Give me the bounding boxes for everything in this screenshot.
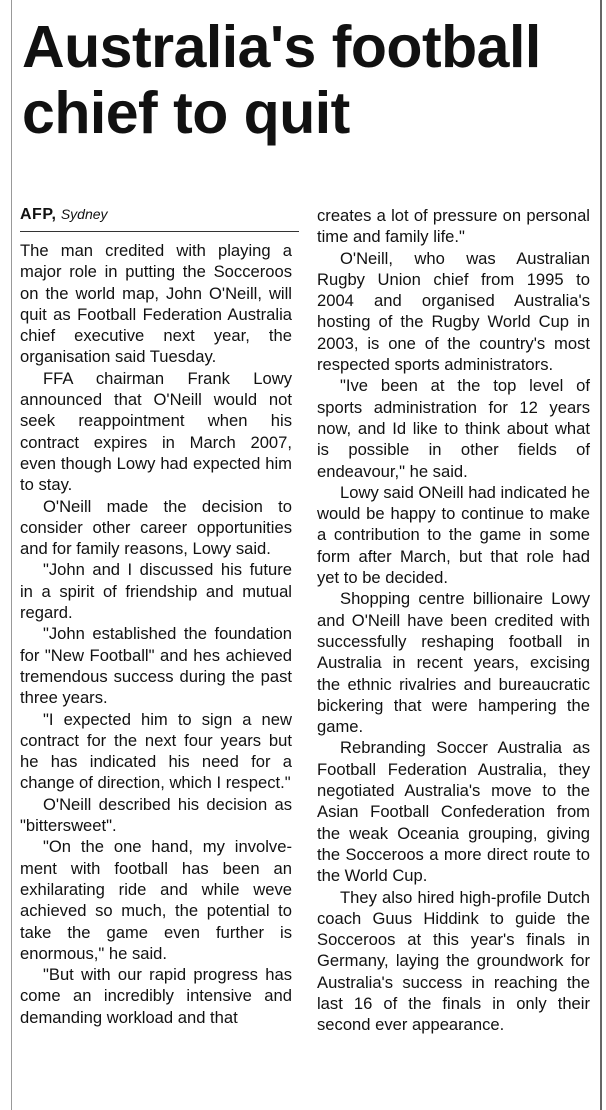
column-rule-right <box>600 0 602 1110</box>
paragraph: "I expected him to sign a new contract for the next four years but he has indicated his need for a change of direction, which I respect." <box>20 709 292 793</box>
byline-divider <box>20 231 299 232</box>
article-column-2 <box>317 205 590 1036</box>
byline-agency: AFP, <box>20 206 57 223</box>
headline-line-2: chief to quit <box>22 80 350 146</box>
paragraph: "On the one hand, my involvement with football has been an exhilarating ride and while weve achieved so much, the potential to take the game even further is enormous," he said. <box>20 837 292 963</box>
paragraph: They also hired high-profile Dutch coach Guus Hiddink to guide the Socceroos at this year's finals in Germany, laying the groundwork for Australia's success in reaching the last 16 of the finals in only their second ever appearance. <box>317 887 590 1035</box>
paragraph: Rebranding Soccer Australia as Football Federation Australia, they negotiated Australia's move to the Asian Football Confederation from the weak Oceania grouping, giving the Socceroos a more direct route to the World Cup. <box>317 738 590 886</box>
paragraph: O'Neill described his decision as "bittersweet". <box>20 794 292 836</box>
paragraph: FFA chairman Frank Lowy announced that O'Neill would not seek reappointment when his contract expires in March 2007, even though Lowy had expected him to stay. <box>20 368 292 495</box>
column-rule-left <box>11 0 12 1110</box>
paragraph: O'Neill made the decision to consider other career opportunities and for family reasons, Lowy said. <box>20 496 292 559</box>
paragraph: "John established the foundation for "New Football" and hes achieved tremendous success during the past three years. <box>20 624 292 708</box>
paragraph: "But with our rapid progress has come an incredibly intensive and demanding workload and that <box>20 965 292 1027</box>
headline <box>22 14 597 146</box>
byline-city: Sydney <box>60 206 108 222</box>
paragraph: "John and I discussed his future in a spirit of friendship and mutual regard. <box>20 560 292 623</box>
paragraph: "Ive been at the top level of sports administration for 12 years now, and Id like to think about what is possible in other fields of endeavour," he said. <box>317 376 590 481</box>
paragraph: creates a lot of pressure on personal time and family life." <box>317 206 590 247</box>
paragraph: Lowy said ONeill had indicated he would be happy to continue to make a contribution to the game in some form after March, but that role had yet to be decided. <box>317 482 590 588</box>
paragraph: O'Neill, who was Australian Rugby Union chief from 1995 to 2004 and organised Australia's hosting of the Rugby World Cup in 2003, is one of the country's most respected sports administrators. <box>317 248 590 375</box>
article-column-1 <box>20 240 292 1028</box>
paragraph: Shopping centre billionaire Lowy and O'Neill have been credited with successfully reshaping football in Australia in recent years, excising the ethnic rivalries and bureaucratic bickering that were hampering the game. <box>317 589 590 737</box>
byline <box>20 204 108 225</box>
paragraph: The man credited with playing a major role in putting the Socceroos on the world map, John O'Neill, will quit as Football Federation Australia chief executive next year, the organisation said Tuesday. <box>20 241 292 367</box>
headline-line-1: Australia's football <box>22 14 541 80</box>
